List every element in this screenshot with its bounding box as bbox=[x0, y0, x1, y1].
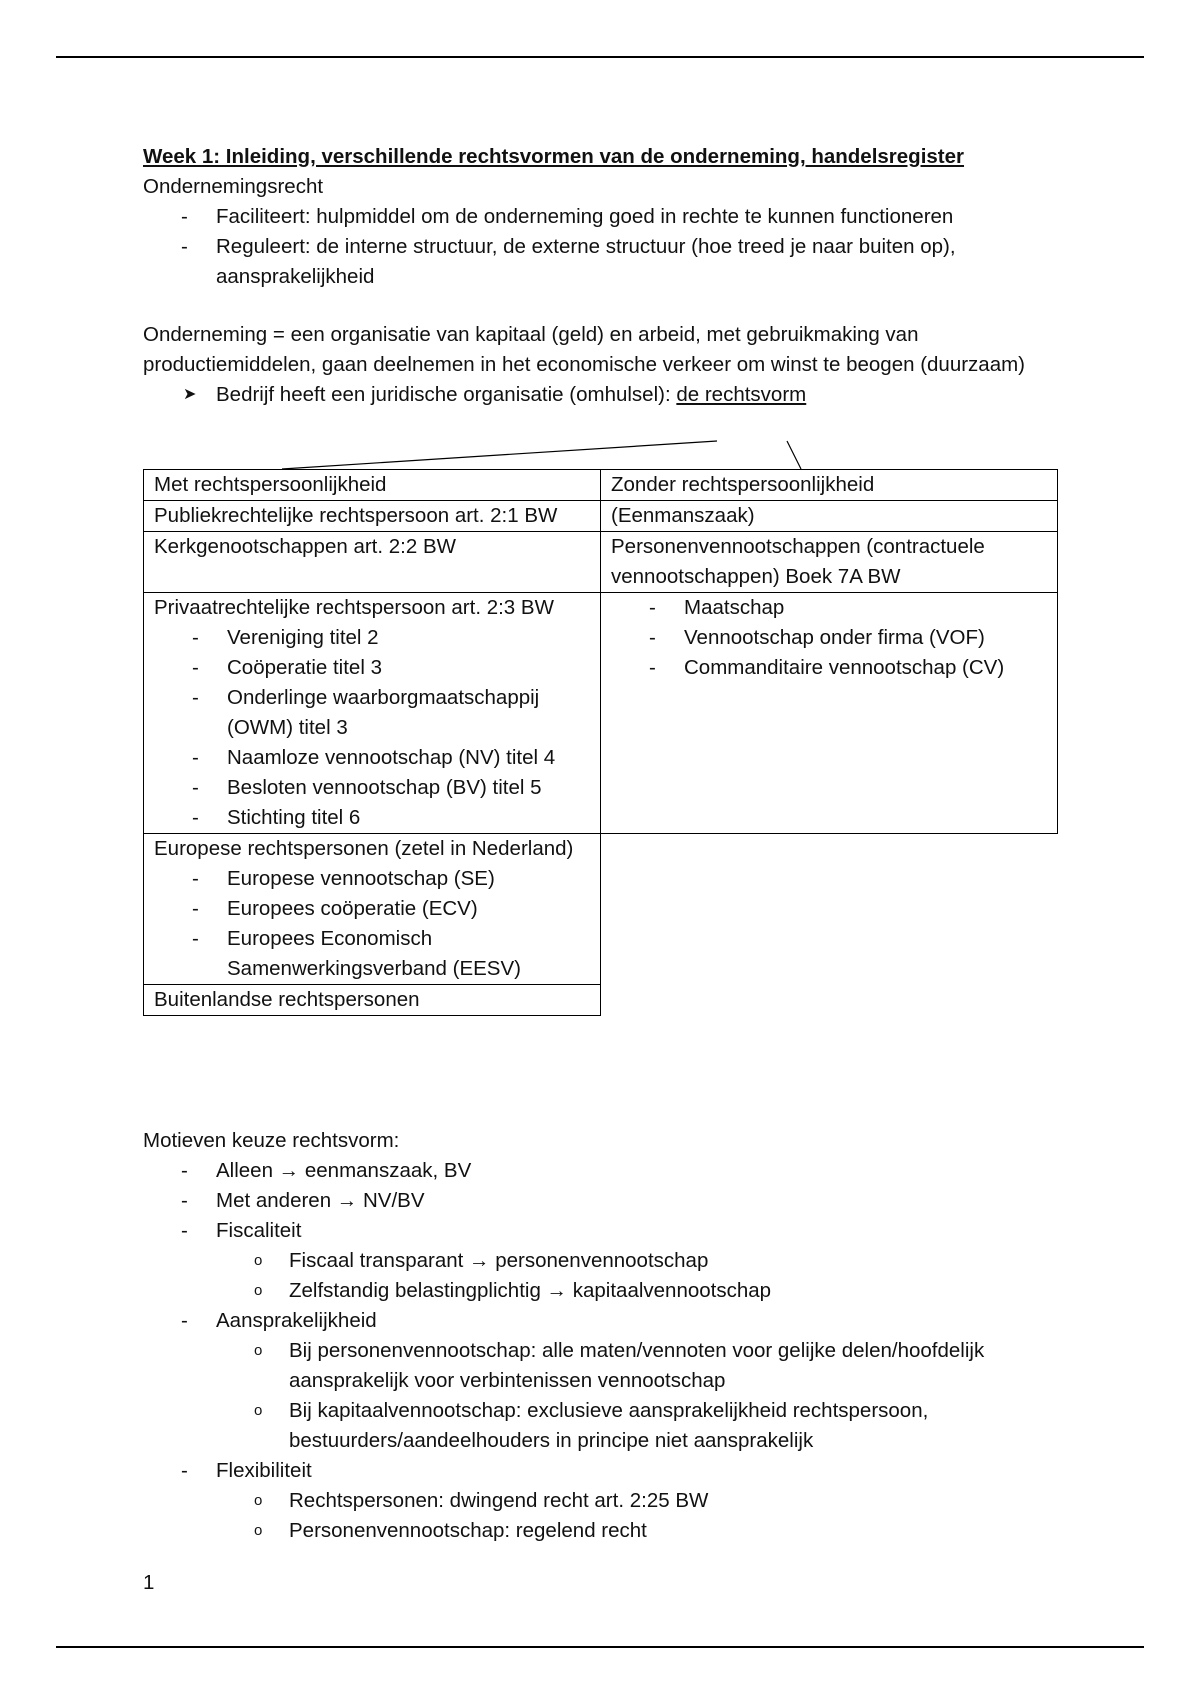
motives-section bbox=[143, 1126, 1063, 1546]
page-heading: Week 1: Inleiding, verschillende rechtsvormen van de onderneming, handelsregister bbox=[143, 145, 965, 168]
list-item: - Flexibiliteit o Rechtspersonen: dwingend recht art. 2:25 BW o Personenvennootschap: regelend recht bbox=[143, 1456, 1063, 1546]
sub-list-item: o Personenvennootschap: regelend recht bbox=[216, 1516, 1063, 1546]
table-cell: Kerkgenootschappen art. 2:2 BW bbox=[144, 532, 601, 593]
list-item: - Europees coöperatie (ECV) bbox=[154, 894, 590, 924]
table-row bbox=[144, 532, 1058, 593]
list-item: - Europese vennootschap (SE) bbox=[154, 864, 590, 894]
intro-section bbox=[143, 142, 1063, 410]
list-item: - Naamloze vennootschap (NV) titel 4 bbox=[154, 743, 590, 773]
table-header-cell: Met rechtspersoonlijkheid bbox=[144, 470, 601, 501]
header-rule bbox=[56, 56, 1144, 58]
footer-rule bbox=[56, 1646, 1144, 1648]
europese-list bbox=[154, 864, 590, 984]
table-row bbox=[144, 593, 1058, 834]
empty-cell bbox=[601, 834, 1058, 985]
sub-list-item: o Rechtspersonen: dwingend recht art. 2:25 BW bbox=[216, 1486, 1063, 1516]
sub-list-item: o Fiscaal transparant → personenvennootschap bbox=[216, 1246, 1063, 1276]
ondernemingsrecht-list bbox=[143, 202, 1063, 292]
dash-bullet: - bbox=[181, 235, 188, 258]
list-item: - Vereniging titel 2 bbox=[154, 623, 590, 653]
dash-bullet: - bbox=[181, 1189, 188, 1212]
table-cell: Publiekrechtelijke rechtspersoon art. 2:1 BW bbox=[144, 501, 601, 532]
circle-bullet-icon: o bbox=[254, 1492, 263, 1509]
page-number: 1 bbox=[143, 1571, 155, 1594]
dash-bullet: - bbox=[181, 205, 188, 228]
rechtsvorm-underlined: de rechtsvorm bbox=[676, 383, 807, 406]
section-title: Ondernemingsrecht bbox=[143, 175, 324, 198]
dash-bullet: - bbox=[181, 1159, 188, 1182]
dash-bullet: - bbox=[649, 656, 656, 679]
table-cell bbox=[601, 593, 1058, 834]
dash-bullet: - bbox=[192, 626, 199, 649]
aansprakelijkheid-sublist bbox=[216, 1336, 1063, 1456]
list-item: - Faciliteert: hulpmiddel om de onderneming goed in rechte te kunnen functioneren bbox=[143, 202, 1063, 232]
motives-list bbox=[143, 1156, 1063, 1546]
dash-bullet: - bbox=[181, 1219, 188, 1242]
table-row bbox=[144, 501, 1058, 532]
dash-bullet: - bbox=[649, 596, 656, 619]
dash-bullet: - bbox=[192, 867, 199, 890]
table-cell: Personenvennootschappen (contractuele vennootschappen) Boek 7A BW bbox=[601, 532, 1058, 593]
sub-list-item: o Bij personenvennootschap: alle maten/vennoten voor gelijke delen/hoofdelijk aansprakelijk voor verbintenissen vennootschap bbox=[216, 1336, 1063, 1396]
list-item: - Europees Economisch Samenwerkingsverband (EESV) bbox=[154, 924, 590, 984]
list-item: - Coöperatie titel 3 bbox=[154, 653, 590, 683]
sub-list-item: o Zelfstandig belastingplichtig → kapitaalvennootschap bbox=[216, 1276, 1063, 1306]
rechtsvormen-table bbox=[143, 469, 1058, 1016]
circle-bullet-icon: o bbox=[254, 1252, 263, 1269]
empty-cell bbox=[601, 985, 1058, 1016]
table-header-cell: Zonder rechtspersoonlijkheid bbox=[601, 470, 1058, 501]
list-item: - Commanditaire vennootschap (CV) bbox=[611, 653, 1047, 683]
flexibiliteit-sublist bbox=[216, 1486, 1063, 1546]
circle-bullet-icon: o bbox=[254, 1282, 263, 1299]
list-item: - Besloten vennootschap (BV) titel 5 bbox=[154, 773, 590, 803]
personenvennootschap-list bbox=[611, 593, 1047, 683]
dash-bullet: - bbox=[192, 897, 199, 920]
connector-line-right bbox=[787, 441, 801, 469]
table-row bbox=[144, 985, 1058, 1016]
circle-bullet-icon: o bbox=[254, 1522, 263, 1539]
dash-bullet: - bbox=[181, 1309, 188, 1332]
dash-bullet: - bbox=[192, 806, 199, 829]
list-item: - Maatschap bbox=[611, 593, 1047, 623]
arrow-bullet-icon: ➤ bbox=[183, 386, 197, 403]
table-cell: Europese rechtspersonen (zetel in Nederland) - Europese vennootschap (SE) - Europees coöperatie (ECV) - Europees Economisch Samenwerkingsverband (EESV) bbox=[144, 834, 601, 985]
arrow-list-item: ➤ Bedrijf heeft een juridische organisatie (omhulsel): de rechtsvorm bbox=[143, 380, 1063, 410]
list-item: - Vennootschap onder firma (VOF) bbox=[611, 623, 1047, 653]
list-item: - Aansprakelijkheid o Bij personenvennootschap: alle maten/vennoten voor gelijke delen/hoofdelijk aansprakelijk voor verbintenissen vennootschap o Bij kapitaalvennootschap: exclusieve aansprakelijkheid rechtspersoon, bestuurders/aandeelhouders in principe niet aansprakelijk bbox=[143, 1306, 1063, 1456]
dash-bullet: - bbox=[192, 746, 199, 769]
table-cell: (Eenmanszaak) bbox=[601, 501, 1058, 532]
motives-title: Motieven keuze rechtsvorm: bbox=[143, 1129, 400, 1152]
circle-bullet-icon: o bbox=[254, 1402, 263, 1419]
sub-list-item: o Bij kapitaalvennootschap: exclusieve aansprakelijkheid rechtspersoon, bestuurders/aandeelhouders in principe niet aansprakelijk bbox=[216, 1396, 1063, 1456]
dash-bullet: - bbox=[649, 626, 656, 649]
privaatrechtelijk-list bbox=[154, 623, 590, 833]
list-item: - Fiscaliteit o Fiscaal transparant → personenvennootschap o Zelfstandig belastingplichtig → kapitaalvennootschap bbox=[143, 1216, 1063, 1306]
table-row bbox=[144, 470, 1058, 501]
list-item: - Onderlinge waarborgmaatschappij (OWM) titel 3 bbox=[154, 683, 590, 743]
circle-bullet-icon: o bbox=[254, 1342, 263, 1359]
table-cell: Buitenlandse rechtspersonen bbox=[144, 985, 601, 1016]
dash-bullet: - bbox=[192, 686, 199, 709]
list-item: - Alleen → eenmanszaak, BV bbox=[143, 1156, 1063, 1186]
list-item: - Met anderen → NV/BV bbox=[143, 1186, 1063, 1216]
dash-bullet: - bbox=[192, 927, 199, 950]
list-item: - Stichting titel 6 bbox=[154, 803, 590, 833]
table-cell: Privaatrechtelijke rechtspersoon art. 2:3 BW - Vereniging titel 2 - Coöperatie titel 3 - Onderlinge waarborgmaatschappij (OWM) titel 3 - Naamloze vennootschap (NV) titel 4 - Besloten vennootschap (BV) titel 5 - Stichting titel 6 bbox=[144, 593, 601, 834]
fiscaliteit-sublist bbox=[216, 1246, 1063, 1306]
connector-line-left bbox=[282, 441, 717, 469]
definition-paragraph: Onderneming = een organisatie van kapitaal (geld) en arbeid, met gebruikmaking van productiemiddelen, gaan deelnemen in het economische verkeer om winst te beogen (duurzaam) bbox=[143, 323, 1026, 376]
dash-bullet: - bbox=[181, 1459, 188, 1482]
list-item: - Reguleert: de interne structuur, de externe structuur (hoe treed je naar buiten op), aansprakelijkheid bbox=[143, 232, 1063, 292]
dash-bullet: - bbox=[192, 776, 199, 799]
table-row bbox=[144, 834, 1058, 985]
dash-bullet: - bbox=[192, 656, 199, 679]
